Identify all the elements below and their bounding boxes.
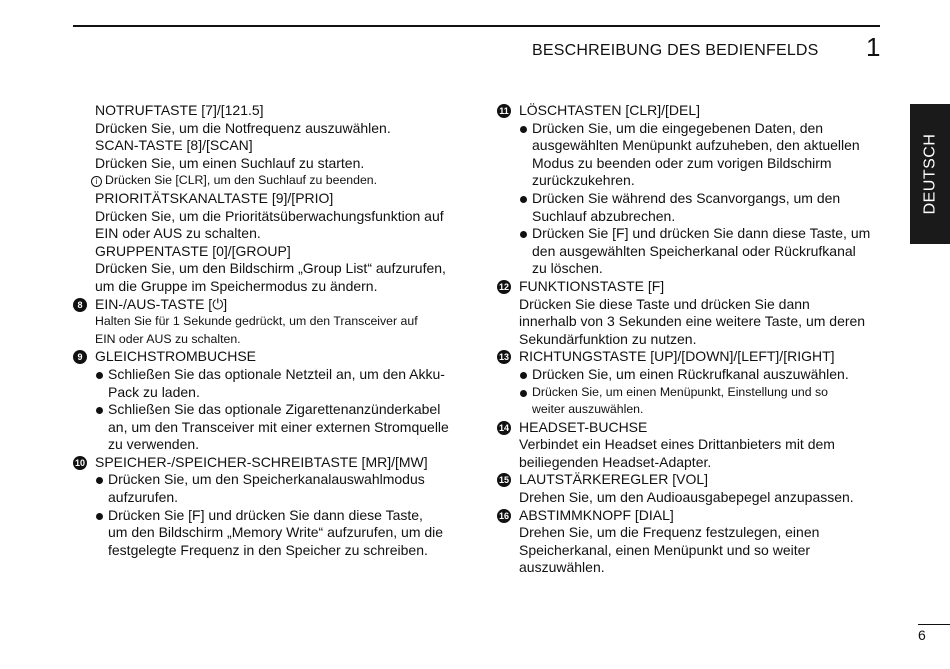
item-11-bullet-1-line-3: Modus zu beenden oder zum vorigen Bildschirm (532, 154, 832, 171)
language-tab (910, 104, 950, 244)
item-12-text-1: Drücken Sie diese Taste und drücken Sie dann (519, 295, 810, 312)
item-14-text-1: Verbindet ein Headset eines Drittanbieters mit dem (519, 436, 835, 453)
chapter-number: 1 (866, 32, 881, 62)
item-9-bullet-1-line-1: Schließen Sie das optionale Netzteil an, um den Akku- (73, 366, 463, 384)
group-key-title: GRUPPENTASTE [0]/[GROUP] (95, 242, 291, 259)
info-icon: i (91, 176, 102, 187)
item-13-heading (497, 348, 887, 366)
header-rule (73, 25, 880, 27)
item-16-text-3: auszuwählen. (519, 559, 605, 576)
emergency-key-title: NOTRUFTASTE [7]/[121.5] (95, 102, 264, 118)
group-key-text-1: Drücken Sie, um den Bildschirm „Group List“ aufzurufen, (95, 260, 446, 277)
left-column (73, 102, 463, 559)
item-12-text-2: innerhalb von 3 Sekunden eine weitere Taste, um deren (519, 313, 866, 330)
item-11-bullet-1-line-1: Drücken Sie, um die eingegebenen Daten, den (497, 120, 887, 138)
footer-rule (918, 624, 950, 625)
item-16-text-2: Speicherkanal, einen Menüpunkt und so weiter (519, 541, 811, 558)
item-10-title: SPEICHER-/SPEICHER-SCHREIBTASTE [MR]/[MW] (95, 453, 428, 470)
item-number-badge: 15 (498, 475, 509, 486)
item-14-title: HEADSET-BUCHSE (519, 418, 648, 435)
item-11-bullet-1-line-2: ausgewählten Menüpunkt aufzuheben, den aktuellen (532, 137, 860, 154)
item-13-bullet-2-line-2: weiter auszuwählen. (532, 402, 644, 417)
item-12-text-3: Sekundärfunktion zu nutzen. (519, 330, 697, 347)
item-11-bullet-3-line-3: zu löschen. (532, 260, 603, 277)
item-number-badge: 10 (74, 457, 85, 468)
item-12-heading (497, 278, 887, 296)
item-number-badge: 13 (498, 352, 509, 363)
item-13-bullet-2-line-1: Drücken Sie, um einen Menüpunkt, Einstellung und so (497, 384, 887, 402)
item-16-title: ABSTIMMKNOPF [DIAL] (519, 506, 674, 523)
emergency-key-text: Drücken Sie, um die Notfrequenz auszuwählen. (95, 119, 391, 136)
item-9-bullet-1-line-2: Pack zu laden. (108, 383, 200, 400)
item-14-text-2: beiliegenden Headset-Adapter. (519, 453, 712, 470)
scan-key-note (73, 172, 463, 190)
page-number: 6 (918, 627, 926, 643)
priority-key-title: PRIORITÄTSKANALTASTE [9]/[PRIO] (95, 189, 334, 206)
item-16-text-1: Drehen Sie, um die Frequenz festzulegen, einen (519, 524, 820, 541)
item-11-bullet-3-line-2: den ausgewählten Speicherkanal oder Rückrufkanal (532, 242, 856, 259)
item-9-heading (73, 348, 463, 366)
item-11-heading (497, 102, 887, 120)
item-10-bullet-2-line-1: Drücken Sie [F] und drücken Sie dann diese Taste, (73, 507, 463, 525)
scan-note-text: Drücken Sie [CLR], um den Suchlauf zu beenden. (105, 173, 378, 188)
item-8-text-1: Halten Sie für 1 Sekunde gedrückt, um den Transceiver auf (95, 314, 418, 329)
item-16-heading (497, 507, 887, 525)
item-15-text: Drehen Sie, um den Audioausgabepegel anzupassen. (519, 489, 854, 506)
item-11-bullet-3-line-1: Drücken Sie [F] und drücken Sie dann diese Taste, um (497, 225, 887, 243)
item-number-badge: 9 (73, 350, 87, 364)
right-column (497, 102, 887, 577)
item-10-bullet-1-line-1: Drücken Sie, um den Speicherkanalauswahlmodus (73, 471, 463, 489)
priority-key-text-1: Drücken Sie, um die Prioritätsüberwachungsfunktion auf (95, 207, 444, 224)
item-10-heading (73, 454, 463, 472)
item-15-title: LAUTSTÄRKEREGLER [VOL] (519, 471, 709, 488)
item-14-heading (497, 419, 887, 437)
item-10-bullet-2-line-2: um den Bildschirm „Memory Write“ aufzurufen, um die (108, 524, 444, 541)
language-tab-label: DEUTSCH (921, 133, 938, 215)
item-10-bullet-1-line-2: aufzurufen. (108, 489, 179, 506)
section-title: BESCHREIBUNG DES BEDIENFELDS (532, 42, 819, 59)
item-9-bullet-2-line-2: an, um den Transceiver mit einer externen Stromquelle (108, 418, 449, 435)
item-9-bullet-2-line-3: zu verwenden. (108, 436, 200, 453)
scan-key-title: SCAN-TASTE [8]/[SCAN] (95, 137, 253, 154)
item-9-title: GLEICHSTROMBUCHSE (95, 348, 257, 365)
item-8-text-2: EIN oder AUS zu schalten. (95, 331, 241, 346)
item-15-heading (497, 471, 887, 489)
item-11-bullet-2-line-1: Drücken Sie während des Scanvorgangs, um den (497, 190, 887, 208)
scan-key-text: Drücken Sie, um einen Suchlauf zu starten. (95, 154, 365, 171)
item-13-title: RICHTUNGSTASTE [UP]/[DOWN]/[LEFT]/[RIGHT] (519, 348, 835, 365)
item-12-title: FUNKTIONSTASTE [F] (519, 277, 665, 294)
priority-key-text-2: EIN oder AUS zu schalten. (95, 225, 261, 242)
item-11-bullet-1-line-4: zurückzukehren. (532, 172, 635, 189)
item-10-bullet-2-line-3: festgelegte Frequenz in den Speicher zu schreiben. (108, 541, 428, 558)
item-13-bullet-1: Drücken Sie, um einen Rückrufkanal auszuwählen. (497, 366, 887, 384)
item-8-title: EIN-/AUS-TASTE [⏻] (95, 295, 228, 312)
item-9-bullet-2-line-1: Schließen Sie das optionale Zigarettenanzünderkabel (73, 401, 463, 419)
item-number-badge: 12 (498, 281, 509, 292)
item-11-title: LÖSCHTASTEN [CLR]/[DEL] (519, 102, 701, 118)
item-number-badge: 14 (498, 422, 509, 433)
item-8-heading (73, 296, 463, 314)
item-11-bullet-2-line-2: Suchlauf abzubrechen. (532, 207, 676, 224)
item-number-badge: 16 (498, 510, 509, 521)
item-number-badge: 11 (497, 104, 511, 118)
item-number-badge: 8 (73, 298, 87, 312)
group-key-text-2: um die Gruppe im Speichermodus zu ändern. (95, 277, 378, 294)
